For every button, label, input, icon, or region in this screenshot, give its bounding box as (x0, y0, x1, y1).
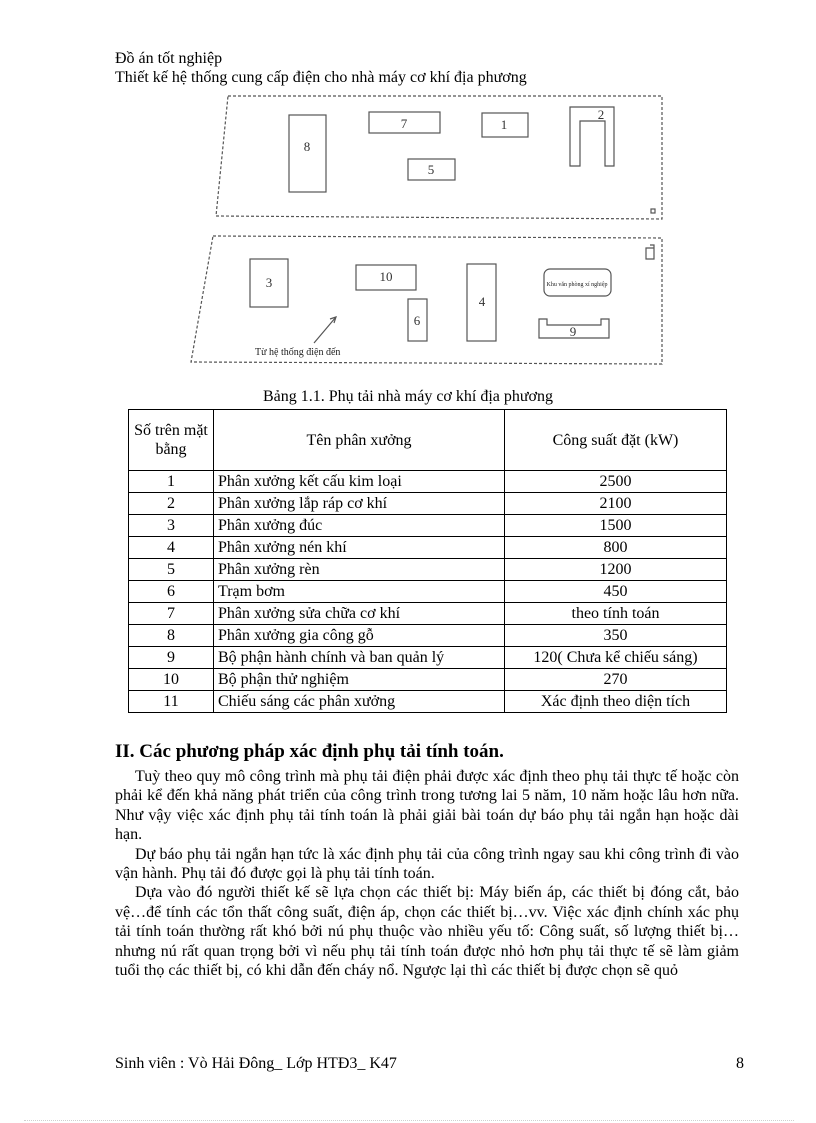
table-row (129, 691, 727, 713)
row-power: 450 (505, 581, 727, 603)
header-power: Công suất đặt (kW) (505, 410, 727, 471)
paragraph: Tuỳ theo quy mô công trình mà phụ tải điện phải được xác định theo phụ tải thực tế hoặc còn phải kể đến khả năng phát triển của công trình trong tương lai 5 năm, 10 năm hoặc lâu hơn nữa. Như vậy việc xác định phụ tải tính toán là phải giải bài toán dự báo phụ tải ngắn hạn hoặc dài hạn. (115, 768, 739, 844)
row-number: 1 (129, 471, 214, 493)
row-number: 6 (129, 581, 214, 603)
row-workshop: Chiếu sáng các phân xưởng (214, 691, 505, 713)
row-workshop: Phân xưởng kết cấu kim loại (214, 471, 505, 493)
factory-site-plan (188, 93, 668, 368)
row-number: 5 (129, 559, 214, 581)
row-power: 800 (505, 537, 727, 559)
row-power: theo tính toán (505, 603, 727, 625)
paragraph: Dựa vào đó người thiết kế sẽ lựa chọn các thiết bị: Máy biến áp, các thiết bị đóng cắt, bảo vệ…để tính các tổn thất công suất, điện áp, chọn các thiết bị…vv. Việc xác định chính xác phụ tải tính toán thường rất khó bởi nú phụ thuộc vào nhiều yếu tố: Công suất, số lượng thiết bị… nhưng nú rất quan trọng bởi vì nếu phụ tải tính toán được nhỏ hơn phụ tải thực tế sẽ làm giảm tuổi thọ các thiết bị, có khi dẫn đến cháy nổ. Ngược lại thì các thiết bị được chọn sẽ quỏ (115, 884, 739, 980)
table-row (129, 625, 727, 647)
table-caption: Bảng 1.1. Phụ tải nhà máy cơ khí địa phương (263, 388, 553, 405)
building-2 (570, 107, 614, 166)
label-1: 1 (500, 117, 508, 132)
row-workshop: Trạm bơm (214, 581, 505, 603)
row-power: 270 (505, 669, 727, 691)
label-7: 7 (400, 116, 408, 131)
row-workshop: Phân xưởng nén khí (214, 537, 505, 559)
table-row (129, 603, 727, 625)
document-header (115, 49, 527, 87)
page-edge (24, 1120, 794, 1121)
row-number: 7 (129, 603, 214, 625)
row-power: 2100 (505, 493, 727, 515)
section-title: II. Các phương pháp xác định phụ tải tính toán. (115, 741, 504, 762)
header-number: Số trên mặt bằng (129, 410, 214, 471)
row-number: 4 (129, 537, 214, 559)
row-number: 2 (129, 493, 214, 515)
row-workshop: Phân xưởng rèn (214, 559, 505, 581)
row-workshop: Phân xưởng lắp ráp cơ khí (214, 493, 505, 515)
row-number: 9 (129, 647, 214, 669)
page-number: 8 (736, 1055, 744, 1072)
table-row (129, 581, 727, 603)
row-number: 8 (129, 625, 214, 647)
row-number: 10 (129, 669, 214, 691)
label-5: 5 (427, 162, 435, 177)
table-row (129, 647, 727, 669)
row-workshop: Bộ phận thử nghiệm (214, 669, 505, 691)
row-power: 1200 (505, 559, 727, 581)
label-6: 6 (413, 313, 421, 328)
table-row (129, 493, 727, 515)
label-9: 9 (569, 324, 577, 339)
row-power: 350 (505, 625, 727, 647)
row-number: 3 (129, 515, 214, 537)
label-4: 4 (478, 294, 486, 309)
supply-note: Từ hệ thống điện đến (255, 347, 341, 358)
supply-arrow (314, 317, 336, 343)
header-workshop: Tên phân xưởng (214, 410, 505, 471)
row-workshop: Phân xưởng gia công gỗ (214, 625, 505, 647)
row-power: 120( Chưa kể chiếu sáng) (505, 647, 727, 669)
load-table (128, 409, 727, 713)
table-row (129, 559, 727, 581)
row-power: 2500 (505, 471, 727, 493)
document-subject: Thiết kế hệ thống cung cấp điện cho nhà máy cơ khí địa phương (115, 69, 527, 86)
row-power: 1500 (505, 515, 727, 537)
paragraph: Dự báo phụ tải ngắn hạn tức là xác định phụ tải của công trình ngay sau khi công trình đi vào vận hành. Phụ tải đó được gọi là phụ tải tính toán. (115, 845, 739, 883)
row-number: 11 (129, 691, 214, 713)
table-row (129, 515, 727, 537)
table-row (129, 669, 727, 691)
label-10: 10 (379, 269, 393, 284)
row-workshop: Phân xưởng đúc (214, 515, 505, 537)
small-marker-lower (646, 245, 654, 259)
table-row (129, 537, 727, 559)
row-workshop: Phân xưởng sửa chữa cơ khí (214, 603, 505, 625)
document-type: Đồ án tốt nghiệp (115, 50, 223, 67)
label-3: 3 (265, 275, 273, 290)
table-row (129, 471, 727, 493)
row-power: Xác định theo diện tích (505, 691, 727, 713)
upper-site-boundary (216, 96, 662, 219)
label-8: 8 (303, 139, 311, 154)
small-marker-upper (651, 209, 655, 213)
footer-author: Sinh viên : Vò Hải Đông_ Lớp HTĐ3_ K47 (115, 1055, 397, 1072)
row-workshop: Bộ phận hành chính và ban quản lý (214, 647, 505, 669)
section-body (115, 767, 739, 980)
label-2: 2 (597, 107, 605, 122)
office-label: Khu văn phòng xí nghiệp (546, 282, 608, 288)
table-header-row (129, 410, 727, 471)
